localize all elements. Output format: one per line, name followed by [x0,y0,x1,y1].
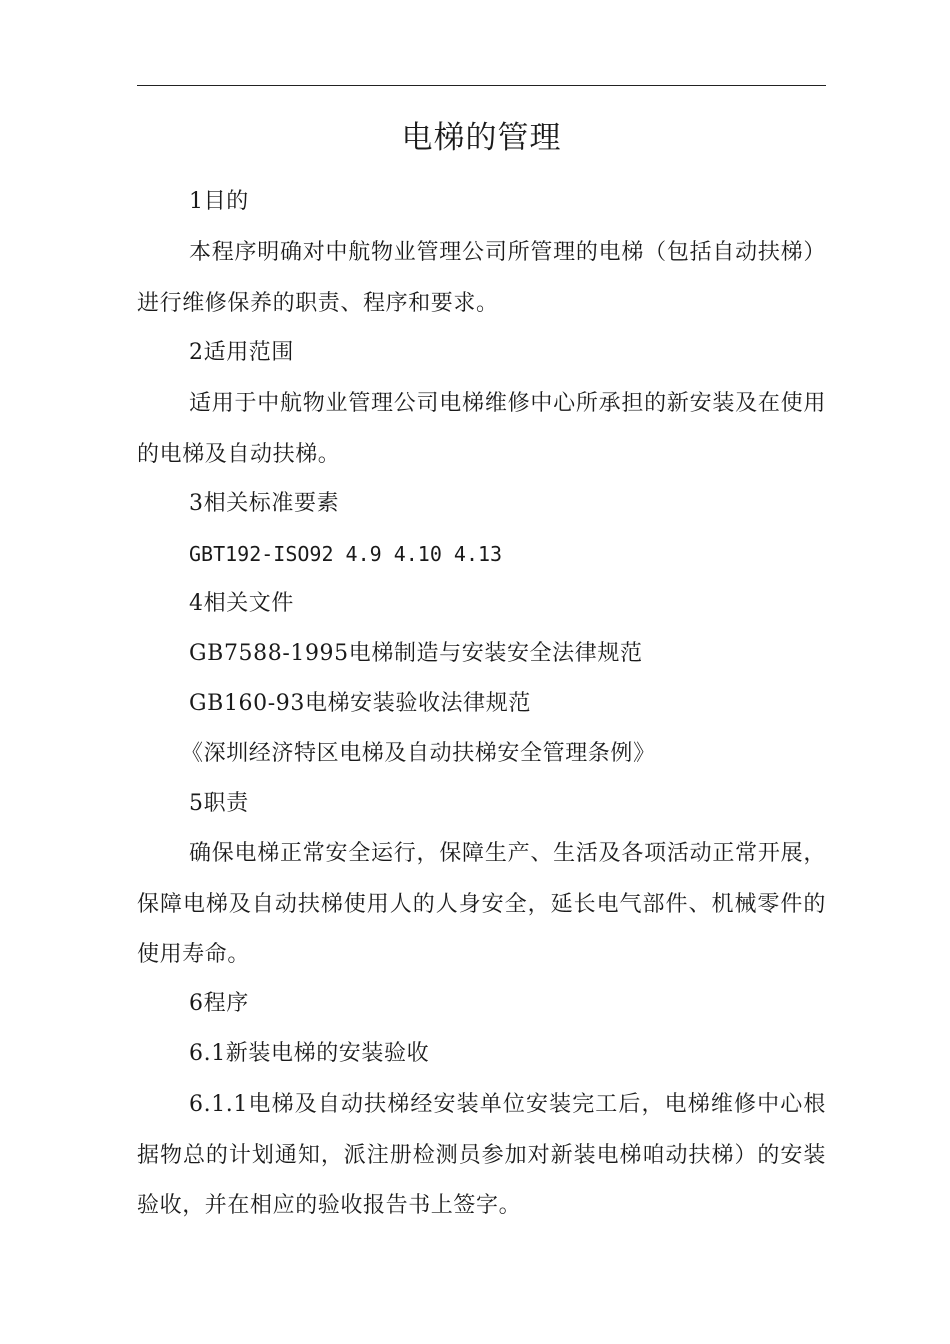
section-heading-documents: 4相关文件 [189,591,294,616]
section-heading-procedure: 6程序 [189,991,249,1016]
document-item: GB160-93电梯安装验收法律规范 [189,691,531,716]
paragraph-purpose: 本程序明确对中航物业管理公司所管理的电梯（包括自动扶梯）进行维修保养的职责、程序和要求。 [137,240,826,316]
section-heading-duties: 5职责 [189,791,249,816]
section-heading-standards: 3相关标准要素 [189,491,340,516]
subsection-heading: 6.1新装电梯的安装验收 [189,1041,430,1066]
paragraph-duties: 确保电梯正常安全运行，保障生产、生活及各项活动正常开展，保障电梯及自动扶梯使用人的人身安全，延长电气部件、机械零件的使用寿命。 [137,841,826,967]
document-item: GB7588-1995电梯制造与安装安全法律规范 [189,641,643,666]
standards-reference: GBT192-ISO92 4.9 4.10 4.13 [189,542,503,566]
page-title: 电梯的管理 [401,120,562,156]
paragraph-scope: 适用于中航物业管理公司电梯维修中心所承担的新安装及在使用的电梯及自动扶梯。 [137,391,826,467]
document-item: 《深圳经济特区电梯及自动扶梯安全管理条例》 [181,741,656,766]
section-heading-scope: 2适用范围 [189,340,294,365]
header-rule [137,85,826,86]
section-heading-purpose: 1目的 [189,189,249,214]
paragraph-procedure-item: 6.1.1电梯及自动扶梯经安装单位安装完工后，电梯维修中心根据物总的计划通知，派注册检测员参加对新装电梯咱动扶梯）的安装验收，并在相应的验收报告书上签字。 [137,1092,826,1218]
